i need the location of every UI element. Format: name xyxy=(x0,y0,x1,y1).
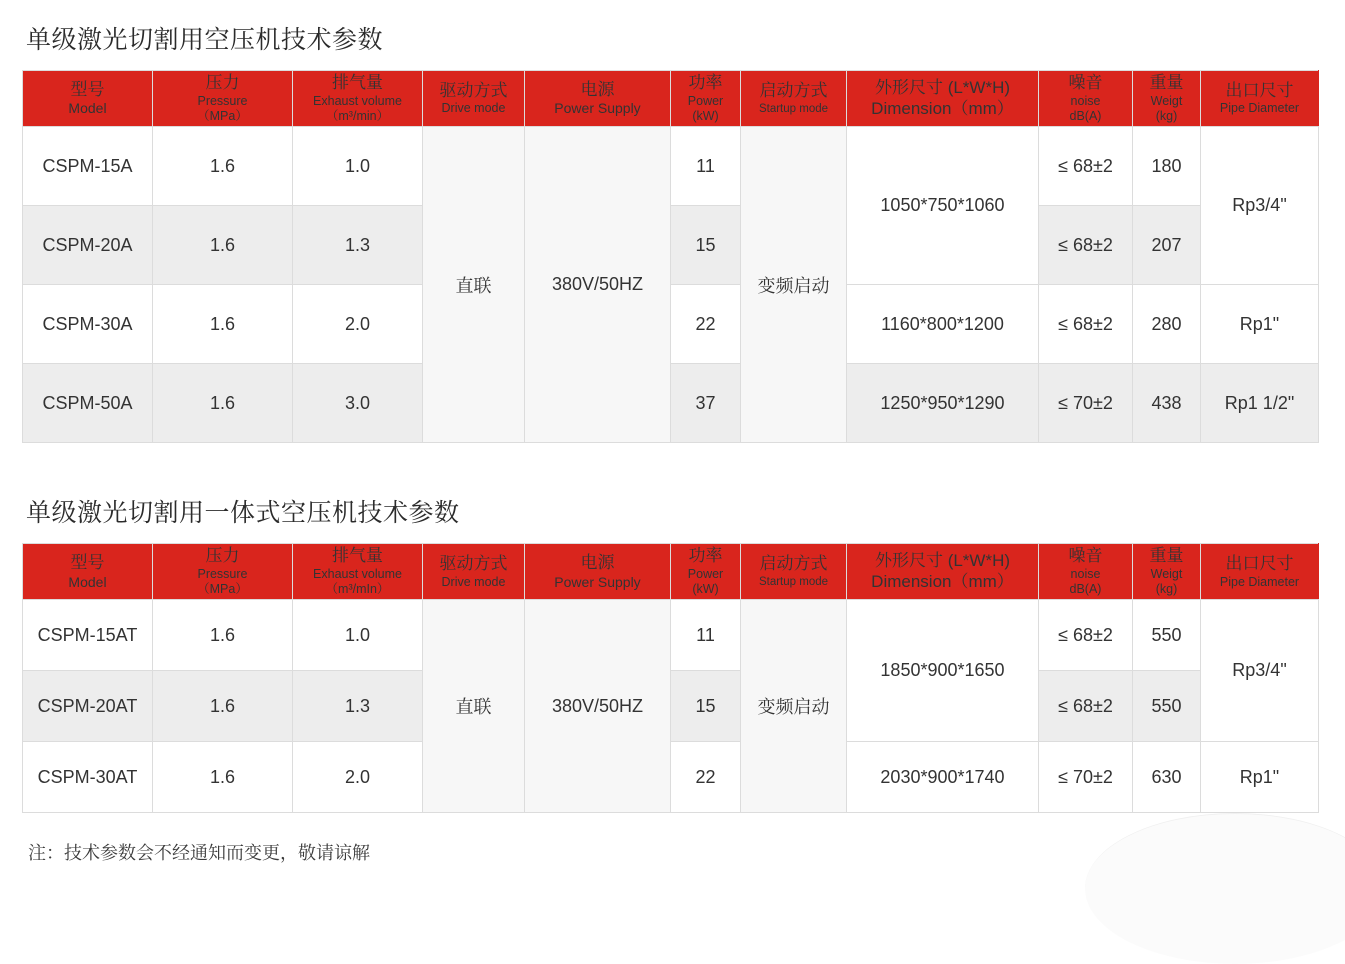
spec-table-single-stage xyxy=(22,70,1319,443)
cell-exhaust: 3.0 xyxy=(293,364,423,443)
column-header-exhaust-volume: 排气量 Exhaust volume （m³/mIn） xyxy=(293,544,423,600)
table-row xyxy=(23,364,1319,443)
cell-dimension: 1050*750*1060 xyxy=(847,127,1039,285)
column-header-noise: 噪音 noise dB(A) xyxy=(1039,544,1133,600)
column-header-weight: 重量 Weigt (kg) xyxy=(1133,71,1201,127)
cell-power-supply: 380V/50HZ xyxy=(525,600,671,813)
cell-model: CSPM-20A xyxy=(23,206,153,285)
cell-weight: 550 xyxy=(1133,671,1201,742)
cell-startup-mode: 变频启动 xyxy=(741,127,847,443)
column-header-noise: 噪音 noise dB(A) xyxy=(1039,71,1133,127)
column-header-pressure: 压力 Pressure （MPa） xyxy=(153,71,293,127)
table-header-row xyxy=(23,71,1319,127)
column-header-power: 功率 Power (kW) xyxy=(671,71,741,127)
cell-noise: ≤ 68±2 xyxy=(1039,206,1133,285)
cell-noise: ≤ 70±2 xyxy=(1039,742,1133,813)
cell-noise: ≤ 68±2 xyxy=(1039,600,1133,671)
column-header-exhaust-volume: 排气量 Exhaust volume （m³/min） xyxy=(293,71,423,127)
footnote: 注：技术参数会不经通知而变更，敬请谅解 xyxy=(28,843,370,864)
cell-model: CSPM-15A xyxy=(23,127,153,206)
table-row xyxy=(23,742,1319,813)
cell-exhaust: 1.0 xyxy=(293,127,423,206)
column-header-pressure: 压力 Pressure （MPa） xyxy=(153,544,293,600)
column-header-startup-mode: 启动方式 Startup mode xyxy=(741,71,847,127)
spec-table-integrated xyxy=(22,543,1319,813)
cell-model: CSPM-30A xyxy=(23,285,153,364)
cell-dimension: 2030*900*1740 xyxy=(847,742,1039,813)
cell-drive-mode: 直联 xyxy=(423,600,525,813)
column-header-pipe-diameter: 出口尺寸 Pipe Diameter xyxy=(1201,71,1319,127)
cell-drive-mode: 直联 xyxy=(423,127,525,443)
cell-pipe-diameter: Rp3/4" xyxy=(1201,127,1319,285)
table-row xyxy=(23,285,1319,364)
table-row xyxy=(23,206,1319,285)
cell-noise: ≤ 68±2 xyxy=(1039,285,1133,364)
column-header-drive-mode: 驱动方式 Drive mode xyxy=(423,71,525,127)
cell-weight: 207 xyxy=(1133,206,1201,285)
column-header-drive-mode: 驱动方式 Drive mode xyxy=(423,544,525,600)
cell-model: CSPM-15AT xyxy=(23,600,153,671)
cell-exhaust: 2.0 xyxy=(293,742,423,813)
column-header-power-supply: 电源 Power Supply xyxy=(525,544,671,600)
column-header-model: 型号 Model xyxy=(23,71,153,127)
column-header-weight: 重量 Weigt (kg) xyxy=(1133,544,1201,600)
cell-weight: 550 xyxy=(1133,600,1201,671)
cell-pressure: 1.6 xyxy=(153,742,293,813)
cell-pressure: 1.6 xyxy=(153,364,293,443)
cell-pressure: 1.6 xyxy=(153,285,293,364)
column-header-dimension: 外形尺寸 (L*W*H) Dimension（mm） xyxy=(847,71,1039,127)
column-header-model: 型号 Model xyxy=(23,544,153,600)
page-title-section-2: 单级激光切割用一体式空压机技术参数 xyxy=(26,499,460,528)
cell-noise: ≤ 68±2 xyxy=(1039,127,1133,206)
cell-dimension: 1160*800*1200 xyxy=(847,285,1039,364)
cell-power-supply: 380V/50HZ xyxy=(525,127,671,443)
cell-noise: ≤ 68±2 xyxy=(1039,671,1133,742)
cell-pipe-diameter: Rp1" xyxy=(1201,285,1319,364)
cell-power: 15 xyxy=(671,671,741,742)
column-header-startup-mode: 启动方式 Startup mode xyxy=(741,544,847,600)
cell-weight: 180 xyxy=(1133,127,1201,206)
cell-power: 22 xyxy=(671,285,741,364)
cell-pipe-diameter: Rp3/4" xyxy=(1201,600,1319,742)
table-row xyxy=(23,127,1319,206)
table-row xyxy=(23,671,1319,742)
cell-exhaust: 1.0 xyxy=(293,600,423,671)
cell-power: 15 xyxy=(671,206,741,285)
cell-exhaust: 2.0 xyxy=(293,285,423,364)
cell-noise: ≤ 70±2 xyxy=(1039,364,1133,443)
column-header-power: 功率 Power (kW) xyxy=(671,544,741,600)
cell-exhaust: 1.3 xyxy=(293,671,423,742)
cell-pressure: 1.6 xyxy=(153,206,293,285)
cell-power: 11 xyxy=(671,600,741,671)
cell-pipe-diameter: Rp1" xyxy=(1201,742,1319,813)
cell-power: 37 xyxy=(671,364,741,443)
cell-model: CSPM-20AT xyxy=(23,671,153,742)
cell-power: 22 xyxy=(671,742,741,813)
page-title-section-1: 单级激光切割用空压机技术参数 xyxy=(26,26,384,54)
cell-pressure: 1.6 xyxy=(153,127,293,206)
cell-pipe-diameter: Rp1 1/2" xyxy=(1201,364,1319,443)
cell-weight: 280 xyxy=(1133,285,1201,364)
table-row xyxy=(23,600,1319,671)
column-header-pipe-diameter: 出口尺寸 Pipe Diameter xyxy=(1201,544,1319,600)
cell-pressure: 1.6 xyxy=(153,600,293,671)
cell-model: CSPM-50A xyxy=(23,364,153,443)
cell-pressure: 1.6 xyxy=(153,671,293,742)
cell-model: CSPM-30AT xyxy=(23,742,153,813)
cell-startup-mode: 变频启动 xyxy=(741,600,847,813)
cell-dimension: 1850*900*1650 xyxy=(847,600,1039,742)
cell-exhaust: 1.3 xyxy=(293,206,423,285)
column-header-power-supply: 电源 Power Supply xyxy=(525,71,671,127)
cell-dimension: 1250*950*1290 xyxy=(847,364,1039,443)
cell-weight: 438 xyxy=(1133,364,1201,443)
table-header-row xyxy=(23,544,1319,600)
cell-weight: 630 xyxy=(1133,742,1201,813)
cell-power: 11 xyxy=(671,127,741,206)
column-header-dimension: 外形尺寸 (L*W*H) Dimension（mm） xyxy=(847,544,1039,600)
section-divider-spacer xyxy=(22,443,1323,487)
